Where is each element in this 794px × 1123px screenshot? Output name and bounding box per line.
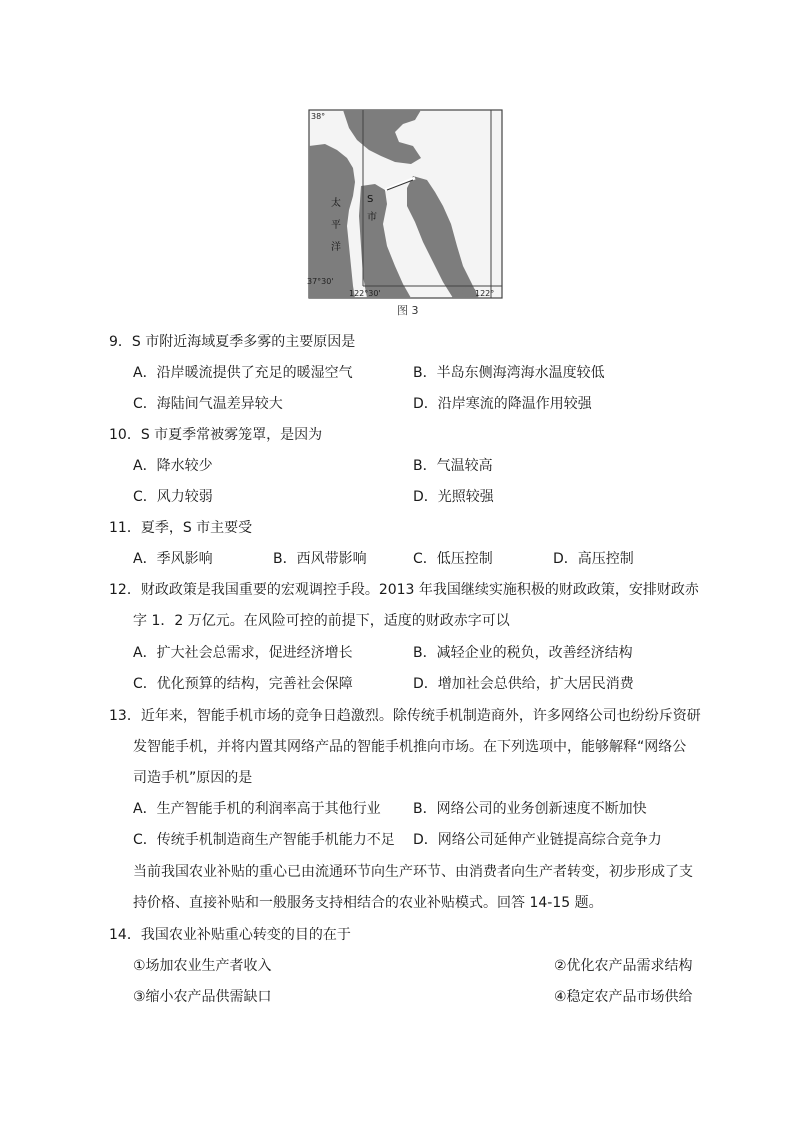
passage-line-2: 持价格、直接补贴和一般服务支持相结合的农业补贴模式。回答 14-15 题。 [133,895,603,911]
question-13-stem-line-2: 发智能手机，并将内置其网络产品的智能手机推向市场。在下列选项中，能够解释“网络公 [133,739,687,755]
q12-option-c: C．优化预算的结构，完善社会保障 [133,676,353,692]
q10-option-b: B．气温较高 [413,458,493,474]
question-12-stem-line-2: 字 1．2 万亿元。在风险可控的前提下，适度的财政赤字可以 [133,613,510,629]
lat-bottom-label: 37°30' [307,277,334,286]
question-11-stem: 11．夏季，S 市主要受 [109,520,253,536]
q14-item-1: ①场加农业生产者收入 [133,958,272,974]
q10-option-d: D．光照较强 [413,489,494,505]
question-13-stem-line-1: 13．近年来，智能手机市场的竞争日趋激烈。除传统手机制造商外，许多网络公司也纷纷斥资研 [109,708,701,724]
question-13-stem-line-3: 司造手机”原因的是 [133,770,253,786]
q11-option-b: B．西风带影响 [273,551,367,567]
q11-option-d: D．高压控制 [553,551,634,567]
q10-option-a: A．降水较少 [133,458,213,474]
q12-option-d: D．增加社会总供给，扩大居民消费 [413,676,634,692]
ocean-label-2: 平 [331,220,341,231]
map-figure [303,106,508,322]
lon-mid-label: 122°30' [349,289,381,298]
q11-option-a: A．季风影响 [133,551,213,567]
q9-option-c: C．海陆间气温差异较大 [133,396,283,412]
q12-option-a: A．扩大社会总需求，促进经济增长 [133,645,353,661]
q13-option-b: B．网络公司的业务创新速度不断加快 [413,801,647,817]
q13-option-a: A．生产智能手机的利润率高于其他行业 [133,801,381,817]
q14-item-2: ②优化农产品需求结构 [554,958,693,974]
figure-caption: 图 3 [397,304,419,317]
lon-right-label: 122° [475,289,495,298]
q14-item-3: ③缩小农产品供需缺口 [133,989,272,1005]
q13-option-d: D．网络公司延伸产业链提高综合竞争力 [413,832,662,848]
lat-top-label: 38° [311,112,326,121]
question-10-stem: 10．S 市夏季常被雾笼罩，是因为 [109,427,323,443]
q14-item-4: ④稳定农产品市场供给 [554,989,693,1005]
q9-option-d: D．沿岸寒流的降温作用较强 [413,396,592,412]
ocean-label-1: 太 [331,198,341,209]
question-12-stem-line-1: 12．财政政策是我国重要的宏观调控手段。2013 年我国继续实施积极的财政政策，安排财政赤 [109,582,699,598]
question-14-stem: 14．我国农业补贴重心转变的目的在于 [109,927,351,943]
q12-option-b: B．减轻企业的税负，改善经济结构 [413,645,633,661]
q10-option-c: C．风力较弱 [133,489,213,505]
city-label-s: S [367,194,374,205]
question-9-stem: 9．S 市附近海域夏季多雾的主要原因是 [109,334,356,350]
ocean-label-3: 洋 [331,242,341,253]
q13-option-c: C．传统手机制造商生产智能手机能力不足 [133,832,395,848]
q11-option-c: C．低压控制 [413,551,493,567]
city-label-shi: 市 [367,212,377,223]
q9-option-a: A．沿岸暖流提供了充足的暖湿空气 [133,365,353,381]
q9-option-b: B．半岛东侧海湾海水温度较低 [413,365,605,381]
passage-line-1: 当前我国农业补贴的重心已由流通环节向生产环节、由消费者向生产者转变，初步形成了支 [133,864,693,880]
